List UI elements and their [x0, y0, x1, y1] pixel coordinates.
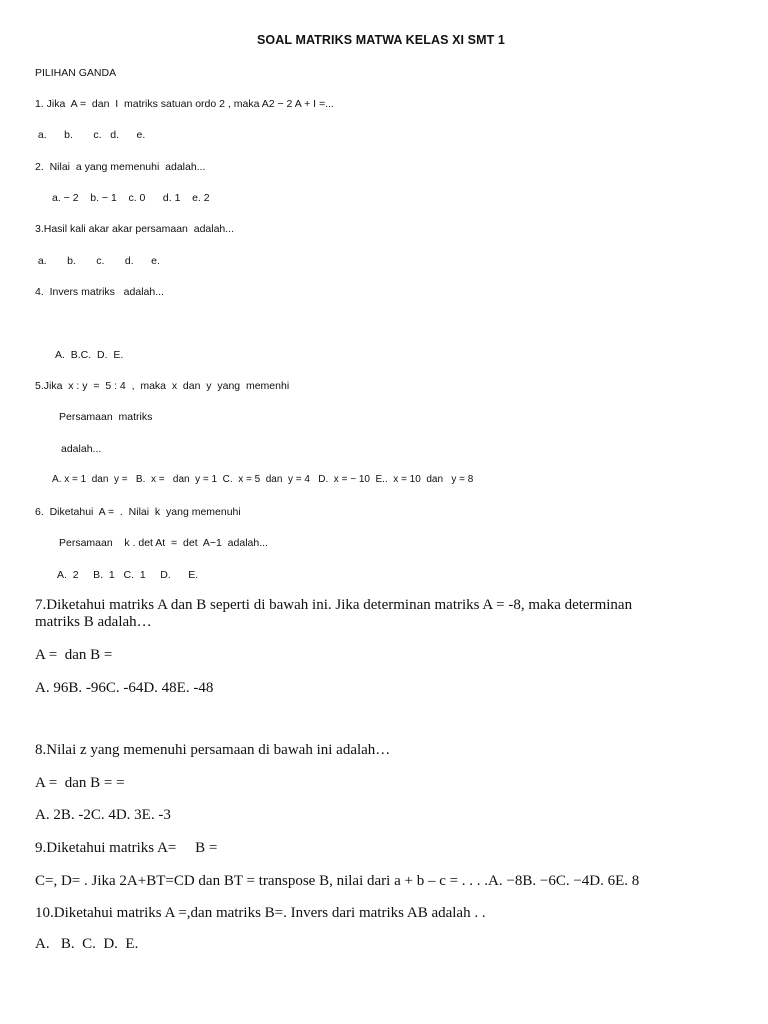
question-9-line-2: C=, D= . Jika 2A+BT=CD dan BT = transpose B, nilai dari a + b – c = . . . .A. −8B. −6C. −4D. 6E. 8 [35, 873, 640, 889]
question-10: 10.Diketahui matriks A =,dan matriks B=. Invers dari matriks AB adalah . . [35, 905, 486, 921]
question-5-line-3: adalah... [61, 443, 102, 455]
question-8: 8.Nilai z yang memenuhi persamaan di bawah ini adalah… [35, 742, 391, 758]
question-7-line-1: 7.Diketahui matriks A dan B seperti di bawah ini. Jika determinan matriks A = -8, maka determinan [35, 597, 633, 613]
question-8-options: A. 2B. -2C. 4D. 3E. -3 [35, 807, 171, 823]
question-3: 3.Hasil kali akar akar persamaan adalah... [35, 223, 235, 235]
question-5-line-2: Persamaan matriks [59, 411, 153, 423]
question-4: 4. Invers matriks adalah... [35, 286, 164, 298]
question-7-line-2: matriks B adalah… [35, 614, 152, 630]
question-3-options: a. b. c. d. e. [35, 255, 160, 267]
question-9: 9.Diketahui matriks A= B = [35, 840, 218, 856]
question-6: 6. Diketahui A = . Nilai k yang memenuhi [35, 506, 241, 518]
question-1: 1. Jika A = dan I matriks satuan ordo 2 , maka A2 − 2 A + I =... [35, 98, 334, 110]
question-5-options: A. x = 1 dan y = B. x = dan y = 1 C. x = 5 dan y = 4 D. x = − 10 E.. x = 10 dan y = 8 [52, 474, 474, 485]
question-2-options: a. − 2 b. − 1 c. 0 d. 1 e. 2 [52, 192, 210, 204]
question-7-options: A. 96B. -96C. -64D. 48E. -48 [35, 680, 214, 696]
question-10-options: A. B. C. D. E. [35, 936, 139, 952]
document-title: SOAL MATRIKS MATWA KELAS XI SMT 1 [257, 33, 505, 47]
question-6-line-2: Persamaan k . det At = det A−1 adalah... [59, 537, 268, 549]
section-heading: PILIHAN GANDA [35, 67, 117, 79]
question-2: 2. Nilai a yang memenuhi adalah... [35, 161, 206, 173]
question-1-options: a. b. c. d. e. [35, 129, 146, 141]
question-5: 5.Jika x : y = 5 : 4 , maka x dan y yang memenhi [35, 380, 290, 392]
question-4-options: A. B.C. D. E. [55, 349, 124, 361]
question-6-options: A. 2 B. 1 C. 1 D. E. [57, 569, 199, 581]
question-8-matrices: A = dan B = = [35, 775, 125, 791]
question-7-matrices: A = dan B = [35, 647, 113, 663]
